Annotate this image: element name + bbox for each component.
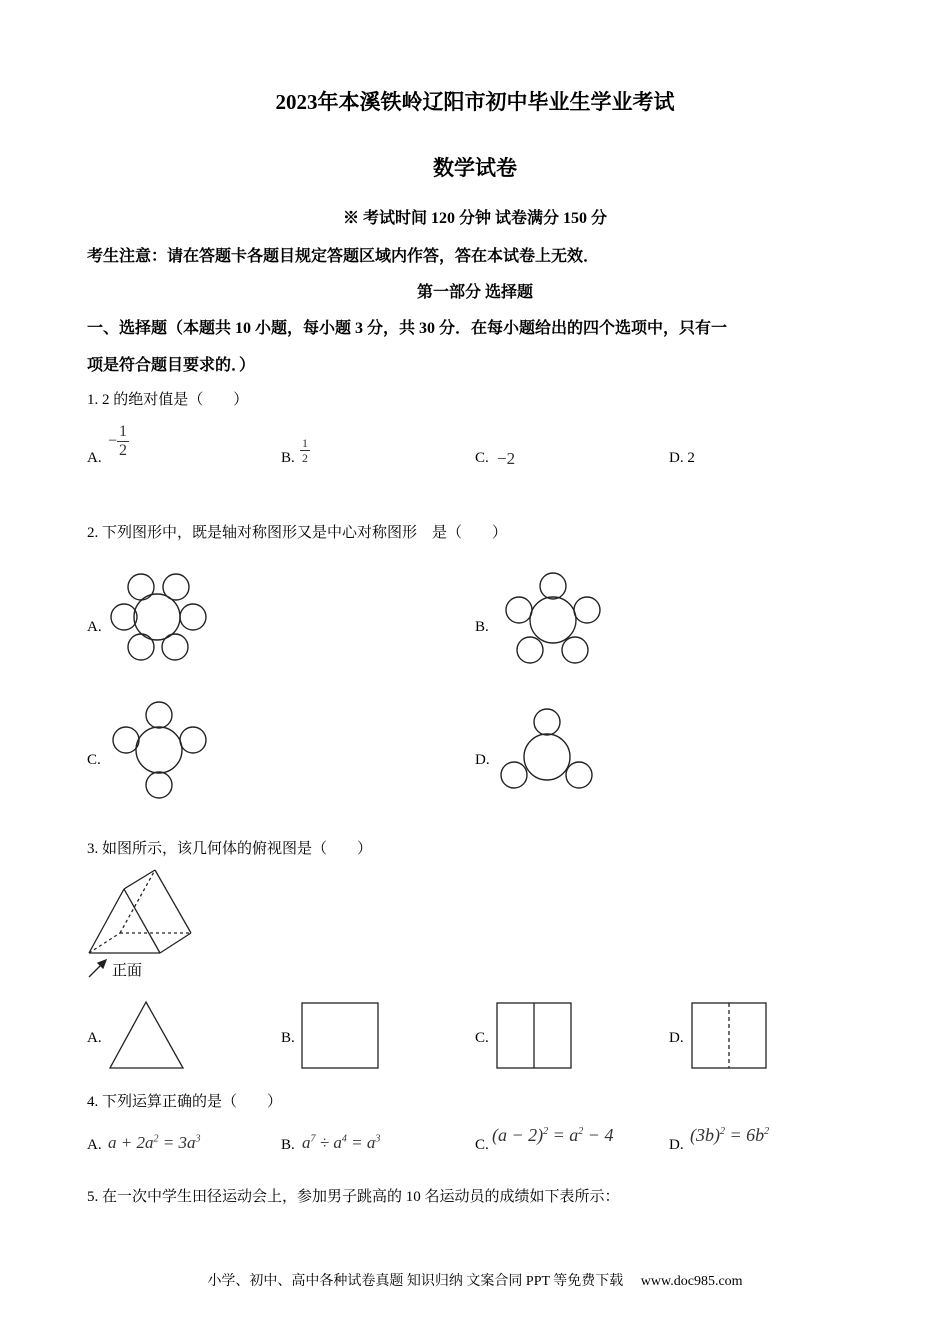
exam-notice: 考生注意：请在答题卡各题目规定答题区域内作答，答在本试卷上无效．	[87, 248, 600, 265]
q4-option-b-label: B.	[281, 1137, 295, 1153]
question-3-stem: 3. 如图所示，该几何体的俯视图是（ ）	[87, 841, 373, 857]
q2-option-a-label: A.	[87, 619, 102, 635]
part-title: 第一部分 选择题	[416, 284, 533, 301]
q1-a-sign: −	[108, 432, 118, 450]
q4-b-rhs: = a	[346, 1133, 376, 1152]
q1-b-numerator: 1	[302, 436, 308, 450]
q2-figure-c	[113, 702, 206, 798]
q4-b-exp3: 3	[375, 1133, 381, 1145]
q2-figure-a	[111, 574, 206, 660]
q3-front-label: 正面	[112, 961, 143, 979]
q3-option-b-rect	[302, 1003, 378, 1068]
q1-b-denominator: 2	[302, 451, 308, 465]
q4-a-rhs: = 3a	[158, 1133, 196, 1152]
q3-option-c-label: C.	[475, 1030, 489, 1046]
q4-c-tail: − 4	[583, 1125, 614, 1145]
q4-b-base: a	[302, 1133, 311, 1152]
q3-option-d-label: D.	[669, 1030, 684, 1046]
q4-b-exp1: 7	[310, 1133, 316, 1145]
q4-c-exp2: 2	[578, 1126, 584, 1137]
question-2-stem: 2. 下列图形中，既是轴对称图形又是中心对称图形 是（ ）	[87, 525, 508, 541]
q1-option-d-label: D. 2	[669, 450, 695, 466]
q1-option-c-value: −2	[497, 449, 516, 468]
q1-option-c-label: C.	[475, 450, 489, 466]
exam-title: 2023年本溪铁岭辽阳市初中毕业生学业考试	[275, 90, 675, 114]
q1-option-b-label: B.	[281, 450, 295, 466]
q4-c-exp1: 2	[543, 1126, 549, 1137]
q3-option-a-label: A.	[87, 1030, 102, 1046]
q2-option-c-label: C.	[87, 752, 101, 768]
q2-figure-b	[506, 573, 600, 663]
q4-b-mid: ÷ a	[315, 1133, 342, 1152]
q4-d-rhs: = 6b	[725, 1125, 765, 1145]
q4-d-base: (3b)	[690, 1125, 720, 1145]
exam-info: ※ 考试时间 120 分钟 试卷满分 150 分	[342, 210, 607, 227]
q3-option-b-label: B.	[281, 1030, 295, 1046]
q4-b-exp2: 4	[341, 1133, 347, 1145]
q4-option-d-expr	[690, 1125, 769, 1146]
q1-a-numerator: 1	[119, 423, 128, 440]
q4-d-exp1: 2	[720, 1126, 725, 1137]
q4-option-b-expr	[302, 1133, 380, 1153]
q4-option-a-label: A.	[87, 1137, 102, 1153]
q2-option-b-label: B.	[475, 619, 489, 635]
q4-c-rhs: = a	[548, 1125, 579, 1145]
exam-subtitle: 数学试卷	[433, 156, 517, 180]
q4-option-a-expr	[108, 1133, 200, 1153]
q2-option-d-label: D.	[475, 752, 490, 768]
q4-c-base: (a − 2)	[492, 1125, 544, 1145]
q4-a-expr-part1: a + 2a	[108, 1133, 154, 1152]
q2-figure-d	[501, 709, 592, 788]
q1-option-a-label: A.	[87, 450, 102, 466]
question-1-stem: 1. 2 的绝对值是（ ）	[87, 392, 249, 408]
q1-a-denominator: 2	[119, 442, 128, 459]
section-instruction-line2: 项是符合题目要求的．）	[87, 357, 256, 374]
q4-a-exp1: 2	[153, 1133, 159, 1145]
q4-option-c-label: C.	[475, 1137, 489, 1153]
question-4-stem: 4. 下列运算正确的是（ ）	[87, 1094, 283, 1110]
page-footer: 小学、初中、高中各种试卷真题 知识归纳 文案合同 PPT 等免费下载 www.doc985.com	[207, 1274, 743, 1289]
section-instruction-line1: 一、选择题（本题共 10 小题，每小题 3 分，共 30 分．在每小题给出的四个选项中，只有一	[87, 320, 728, 337]
q3-option-a-triangle	[110, 1002, 183, 1068]
question-5-stem: 5. 在一次中学生田径运动会上，参加男子跳高的 10 名运动员的成绩如下表所示：	[87, 1189, 620, 1205]
q4-d-exp2: 2	[764, 1126, 770, 1137]
q4-option-c-expr	[492, 1125, 613, 1146]
q4-a-exp2: 3	[195, 1133, 201, 1145]
q3-option-c-rect	[497, 1003, 571, 1068]
q4-option-d-label: D.	[669, 1137, 684, 1153]
q3-option-d-rect	[692, 1003, 766, 1068]
